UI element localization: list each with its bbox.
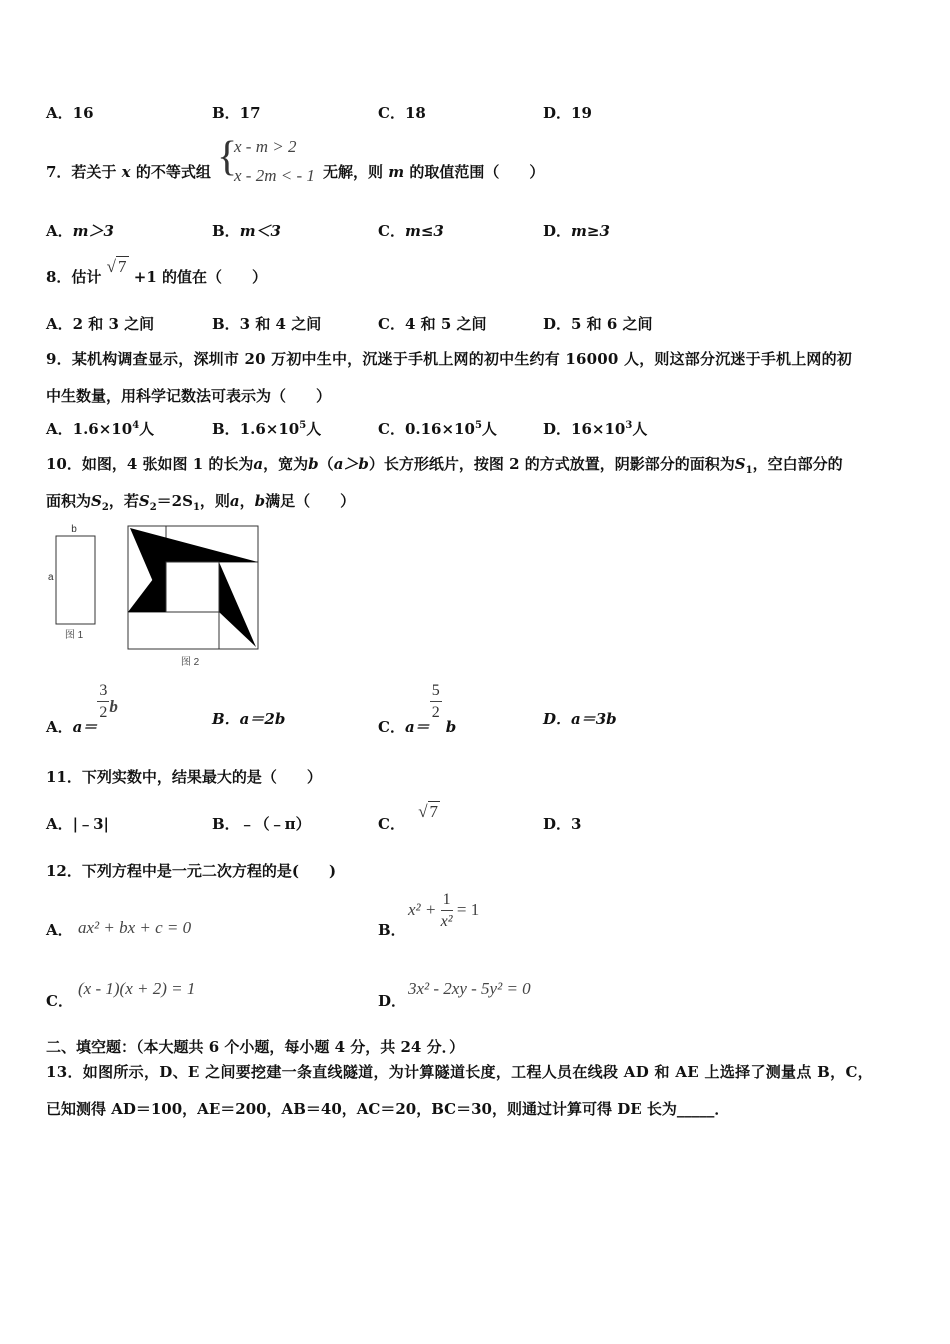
q11-option-b: B．﹣（﹣π） — [212, 815, 311, 833]
q10-figure-2 — [124, 522, 264, 670]
q6-option-c: C．18 — [378, 104, 426, 122]
q8-option-a: A．2 和 3 之间 — [46, 315, 155, 333]
q10-option-c-fraction: $\frac{5}{2}$ — [431, 682, 440, 721]
q7-stem-tail: 无解，则 m 的取值范围（ ） — [323, 163, 545, 181]
q10-stem-line1: 10．如图，4 张如图 1 的长为a，宽为b（a＞b）长方形纸片，按图 2 的方式放置，阴影部分的面积为$S_1$，空白部分的 — [46, 455, 843, 476]
q12-option-c-label: C． — [46, 992, 73, 1010]
q7-stem: 7．若关于 x 的不等式组 — [46, 163, 211, 181]
q12-option-a-equation: ax² + bx + c = 0 — [78, 918, 192, 937]
q9-stem-line2: 中生数量，用科学记数法可表示为（ ） — [46, 387, 332, 405]
fig1-label-b: b — [71, 524, 77, 535]
q8-option-b: B．3 和 4 之间 — [212, 315, 322, 333]
q11-stem: 11．下列实数中，结果最大的是（ ） — [46, 768, 322, 786]
q9-option-b: B．$1.6\times 10^5$人 — [212, 420, 322, 438]
fig1-caption: 图 1 — [64, 630, 84, 641]
q8-option-c: C．4 和 5 之间 — [378, 315, 487, 333]
fig1-label-a: a — [48, 572, 54, 583]
q12-option-b-fraction: $\frac{1}{\text{x²}}$ — [440, 891, 453, 930]
q10-option-a-fraction: $\frac{3}{2}$ — [99, 682, 108, 721]
q7-inequality-1: x - m > 2 — [234, 137, 297, 156]
q9-stem-line1: 9．某机构调查显示，深圳市 20 万初中生中，沉迷于手机上网的初中生约有 16000 人，则这部分沉迷于手机上网的初 — [46, 350, 852, 368]
q10-option-b: B．a＝2b — [212, 710, 286, 728]
q8-sqrt: √ 7 — [106, 257, 127, 276]
q7-inequality-2: x - 2m < - 1 — [234, 166, 315, 185]
q11-sqrt: √ 7 — [418, 802, 439, 821]
q6-option-a: A．16 — [46, 104, 94, 122]
q10-figure-1 — [44, 522, 104, 647]
q12-option-b-label: B． — [378, 921, 406, 939]
q6-option-d: D．19 — [543, 104, 592, 122]
q12-option-a-label: A． — [46, 921, 73, 939]
q10-option-d: D．a＝3b — [543, 710, 617, 728]
q12-stem: 12．下列方程中是一元二次方程的是( ) — [46, 862, 337, 880]
fig2-caption: 图 2 — [180, 657, 200, 668]
q10-option-c: C．a＝ $\frac{5}{2}$ b — [378, 682, 457, 736]
q7-option-a: A．m＞3 — [46, 222, 114, 240]
q12-option-b-equation: x² + $\frac{1}{\text{x²}}$ = 1 — [408, 891, 480, 930]
q12-option-c-equation: (x - 1)(x + 2) = 1 — [78, 979, 196, 998]
q12-option-d-label: D． — [378, 992, 407, 1010]
fig1-rectangle — [56, 536, 95, 624]
q9-option-a: A．$1.6\times 10^4$人 — [46, 420, 155, 438]
q9-option-d: D．$16\times 10^3$人 — [543, 420, 648, 438]
q7-option-b: B．m＜3 — [212, 222, 281, 240]
q7-option-c: C．m≤3 — [378, 222, 444, 240]
q10-option-a: A．a＝ $\frac{3}{2}$ b — [46, 682, 118, 736]
q8-option-d: D．5 和 6 之间 — [543, 315, 653, 333]
q13-stem-line1: 13．如图所示，D、E 之间要挖建一条直线隧道，为计算隧道长度，工程人员在线段 AD 和 AE 上选择了测量点 B，C， — [46, 1063, 873, 1081]
q12-option-d-equation: 3x² - 2xy - 5y² = 0 — [408, 979, 531, 998]
q9-option-c: C．$0.16\times 10^5$人 — [378, 420, 497, 438]
q11-option-d: D．3 — [543, 815, 582, 833]
q11-option-c: C． √ 7 — [378, 802, 439, 833]
q6-option-b: B．17 — [212, 104, 261, 122]
fig2-inner-square — [166, 562, 219, 612]
q11-option-a: A．|﹣3| — [46, 815, 109, 833]
section-2-title: 二、填空题：（本大题共 6 个小题，每小题 4 分，共 24 分．） — [46, 1038, 465, 1056]
q8-stem: 8．估计 √ 7 +1 的值在（ ） — [46, 257, 267, 286]
q7-brace: { — [217, 134, 238, 180]
q7-option-d: D．m≥3 — [543, 222, 610, 240]
q13-stem-line2: 已知测得 AD＝100，AE＝200，AB＝40，AC＝20，BC＝30，则通过计算可得 DE 长为_____． — [46, 1100, 730, 1118]
q10-stem-line2: 面积为$S_2$，若$S_2=2S_1$，则a，b满足（ ） — [46, 492, 356, 513]
